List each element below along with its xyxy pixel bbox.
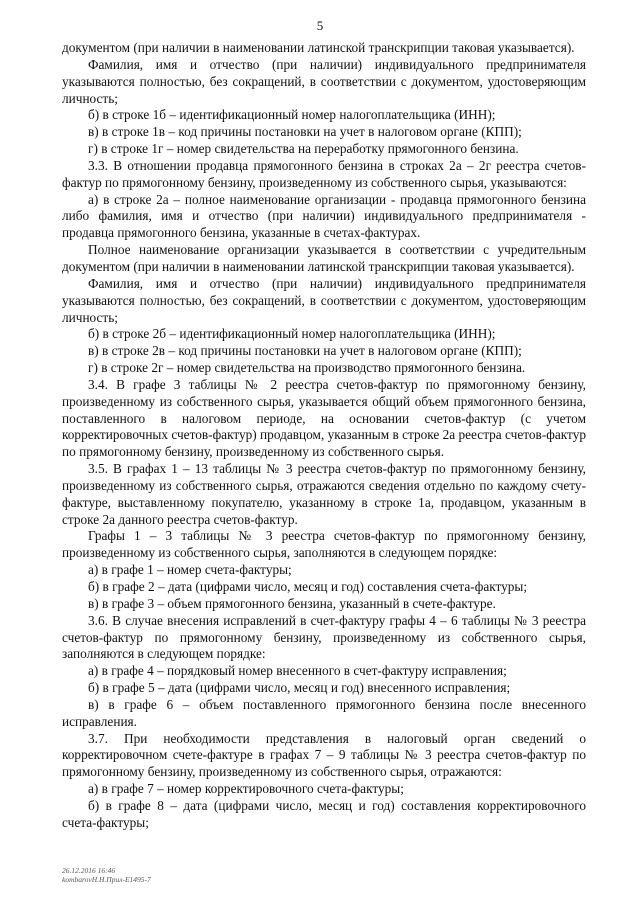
paragraph: г) в строке 1г – номер свидетельства на переработку прямогонного бензина. [88, 141, 519, 157]
paragraph: б) в графе 8 – дата (цифрами число, месяц и год) составления корректировочного счета-фактуры; [62, 797, 586, 830]
file-stamp-footer [62, 866, 151, 884]
section-paragraph: 3.5. В графах 1 – 13 таблицы № 3 реестра счетов-фактур по прямогонному бензину, произведенному из собственного сырья, отражаются сведения отдельно по каждому счету-фактуре, выставленному покупателю, указанному в строке 1а, продавцом, указанным в строке 2а данного реестра счетов-фактур. [62, 461, 586, 527]
page-number: 5 [316, 18, 324, 33]
footer-timestamp: 26.12.2016 16:46 [62, 866, 116, 875]
section-paragraph: 3.7. При необходимости представления в налоговый орган сведений о корректировочном счете-фактуре в графах 7 – 9 таблицы № 3 реестра счетов-фактур по прямогонному бензину, произведенному из собственного сырья, отражаются: [62, 730, 586, 780]
document-body [62, 40, 586, 832]
paragraph: б) в строке 1б – идентификационный номер налогоплательщика (ИНН); [88, 107, 496, 123]
paragraph: Фамилия, имя и отчество (при наличии) индивидуального предпринимателя указываются полностью, без сокращений, в соответствии с документом, удостоверяющим личность; [62, 275, 586, 325]
paragraph: Полное наименование организации указывается в соответствии с учредительным документом (при наличии в наименовании латинской транскрипции таковая указывается). [62, 242, 586, 274]
footer-filename: kombarovH.H.Прил-Е1495-7 [62, 875, 151, 884]
paragraph: в) в графе 6 – объем поставленного прямогонного бензина после внесенного исправления. [62, 696, 586, 729]
paragraph: в) в строке 2в – код причины постановки на учет в налоговом органе (КПП); [88, 343, 522, 359]
paragraph: б) в графе 5 – дата (цифрами число, месяц и год) внесенного исправления; [88, 680, 511, 696]
paragraph: в) в строке 1в – код причины постановки на учет в налоговом органе (КПП); [88, 124, 522, 140]
section-paragraph: 3.6. В случае внесения исправлений в счет-фактуру графы 4 – 6 таблицы № 3 реестра счетов-фактур по прямогонному бензину, произведенному из собственного сырья, заполняются в следующем порядке: [62, 612, 586, 662]
paragraph: а) в графе 1 – номер счета-фактуры; [88, 562, 292, 578]
paragraph: Графы 1 – 3 таблицы № 3 реестра счетов-фактур по прямогонному бензину, произведенному из собственного сырья, заполняются в следующем порядке: [62, 528, 586, 561]
paragraph: г) в строке 2г – номер свидетельства на производство прямогонного бензина. [88, 360, 526, 376]
section-heading-paragraph: 3.3. В отношении продавца прямогонного бензина в строках 2а – 2г реестра счетов-фактур по прямогонному бензину, произведенному из собственного сырья, указываются: [62, 157, 586, 190]
paragraph: документом (при наличии в наименовании латинской транскрипции таковая указывается). [62, 40, 575, 55]
paragraph: б) в строке 2б – идентификационный номер налогоплательщика (ИНН); [88, 326, 496, 342]
paragraph: в) в графе 3 – объем прямогонного бензина, указанный в счете-фактуре. [88, 595, 496, 611]
paragraph: Фамилия, имя и отчество (при наличии) индивидуального предпринимателя указываются полностью, без сокращений, в соответствии с документом, удостоверяющим личность; [62, 56, 586, 106]
paragraph: а) в строке 2а – полное наименование организации - продавца прямогонного бензина либо фамилия, имя и отчество (при наличии) индивидуального предпринимателя - продавца прямогонного бензина, указанные в счетах-фактурах. [62, 191, 586, 241]
paragraph: а) в графе 7 – номер корректировочного счета-фактуры; [88, 781, 404, 797]
paragraph: б) в графе 2 – дата (цифрами число, месяц и год) составления счета-фактуры; [88, 579, 528, 594]
paragraph: а) в графе 4 – порядковый номер внесенного в счет-фактуру исправления; [88, 663, 507, 679]
section-paragraph: 3.4. В графе 3 таблицы № 2 реестра счетов-фактур по прямогонному бензину, произведенному из собственного сырья, указывается общий объем прямогонного бензина, поставленного в налоговом периоде, на основании счетов-фактур (с учетом корректировочных счетов-фактур) продавцом, указанным в строке 2а реестра счетов-фактур по прямогонному бензину, произведенному из собственного сырья. [62, 376, 586, 460]
